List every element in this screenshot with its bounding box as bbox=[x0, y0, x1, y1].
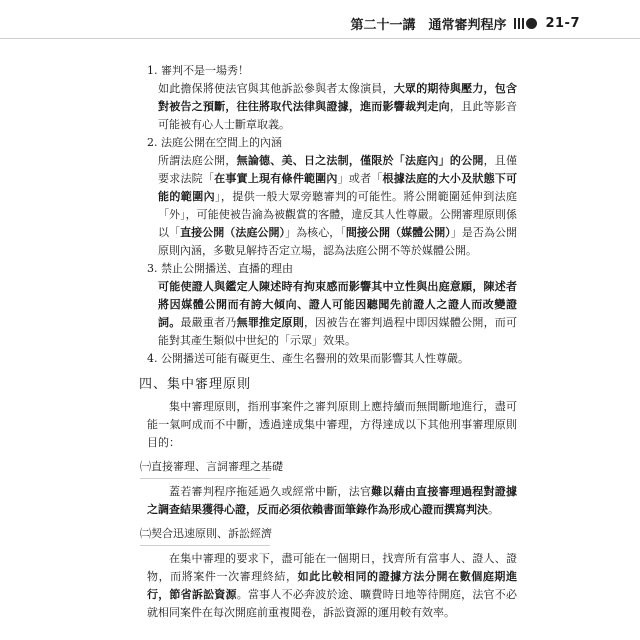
subsection-heading: ㈡契合迅速原則、訴訟經濟 bbox=[140, 525, 517, 546]
section-intro: 集中審理原則，指刑事案件之審判原則上應持續而無間斷地進行，盡可能一氣呵成而不中斷，透過達成集中審理，方得達成以下其他刑事審理原則目的： bbox=[147, 400, 517, 449]
header-divider bbox=[0, 38, 640, 39]
page-header bbox=[350, 14, 580, 33]
page-body bbox=[139, 62, 518, 622]
item-title: 1. 審判不是一場秀！ bbox=[147, 64, 249, 77]
item-paragraph: 可能使證人與鑑定人陳述時有拘束感而影響其中立性與出庭意願，陳述者將因媒體公開而有誇大傾向、證人可能因聽聞先前證人之證人而改變證詞。最嚴重者乃無罪推定原則，因被告在審判過程中即因媒體公開，而可能對其產生類似中世紀的「示眾」效果。 bbox=[158, 280, 518, 347]
subsection-heading: ㈠直接審理、言詞審理之基礎 bbox=[140, 458, 517, 479]
chapter-title: 第二十一講 通常審判程序 bbox=[350, 18, 507, 33]
section-heading: 四、集中審理原則 bbox=[139, 377, 252, 392]
page-number: 21-7 bbox=[545, 16, 580, 31]
item-paragraph: 所謂法庭公開，無論德、美、日之法制，僅限於「法庭內」的公開，且僅要求法院「在事實上現有條件範圍內」或者「根據法庭的大小及狀態下可能的範圍內」，提供一般大眾旁聽審判的可能性。將公開範圍延伸到法庭「外」，可能使被告淪為被觀賞的客體，違反其人性尊嚴。公開審理原則係以「直接公開（法庭公開）」為核心，「間接公開（媒體公開）」是否為公開原則內涵，多數見解持否定立場，認為法庭公開不等於媒體公開。 bbox=[158, 154, 518, 257]
item-paragraph: 如此擔保將使法官與其他訴訟參與者太像演員，大眾的期待與壓力，包含對被告之預斷，往往將取代法律與證據，進而影響裁判走向，且此等影音可能被有心人士斷章取義。 bbox=[158, 82, 518, 131]
subsection-paragraph: 蓋若審判程序拖延過久或經常中斷，法官難以藉由直接審理過程對證據之調查結果獲得心證，反而必須依賴書面筆錄作為形成心證而撰寫判決。 bbox=[147, 485, 518, 516]
item-title: 4. 公開播送可能有礙更生、產生名譽刑的效果而影響其人性尊嚴。 bbox=[147, 352, 469, 365]
item-title: 2. 法庭公開在空間上的內涵 bbox=[147, 136, 282, 149]
subsection-paragraph: 在集中審理的要求下，盡可能在一個期日，找齊所有當事人、證人、證物，而將案件一次審理終結，如此比較相同的證據方法分開在數個庭期進行，節省訴訟資源。當事人不必奔波於途、曠費時日地等待開庭，法官不必就相同案件在每次開庭前重複閱卷，訴訟資源的運用較有效率。 bbox=[147, 552, 518, 619]
item-title: 3. 禁止公開播送、直播的理由 bbox=[147, 262, 293, 275]
chapter-marker-icon bbox=[514, 18, 537, 29]
